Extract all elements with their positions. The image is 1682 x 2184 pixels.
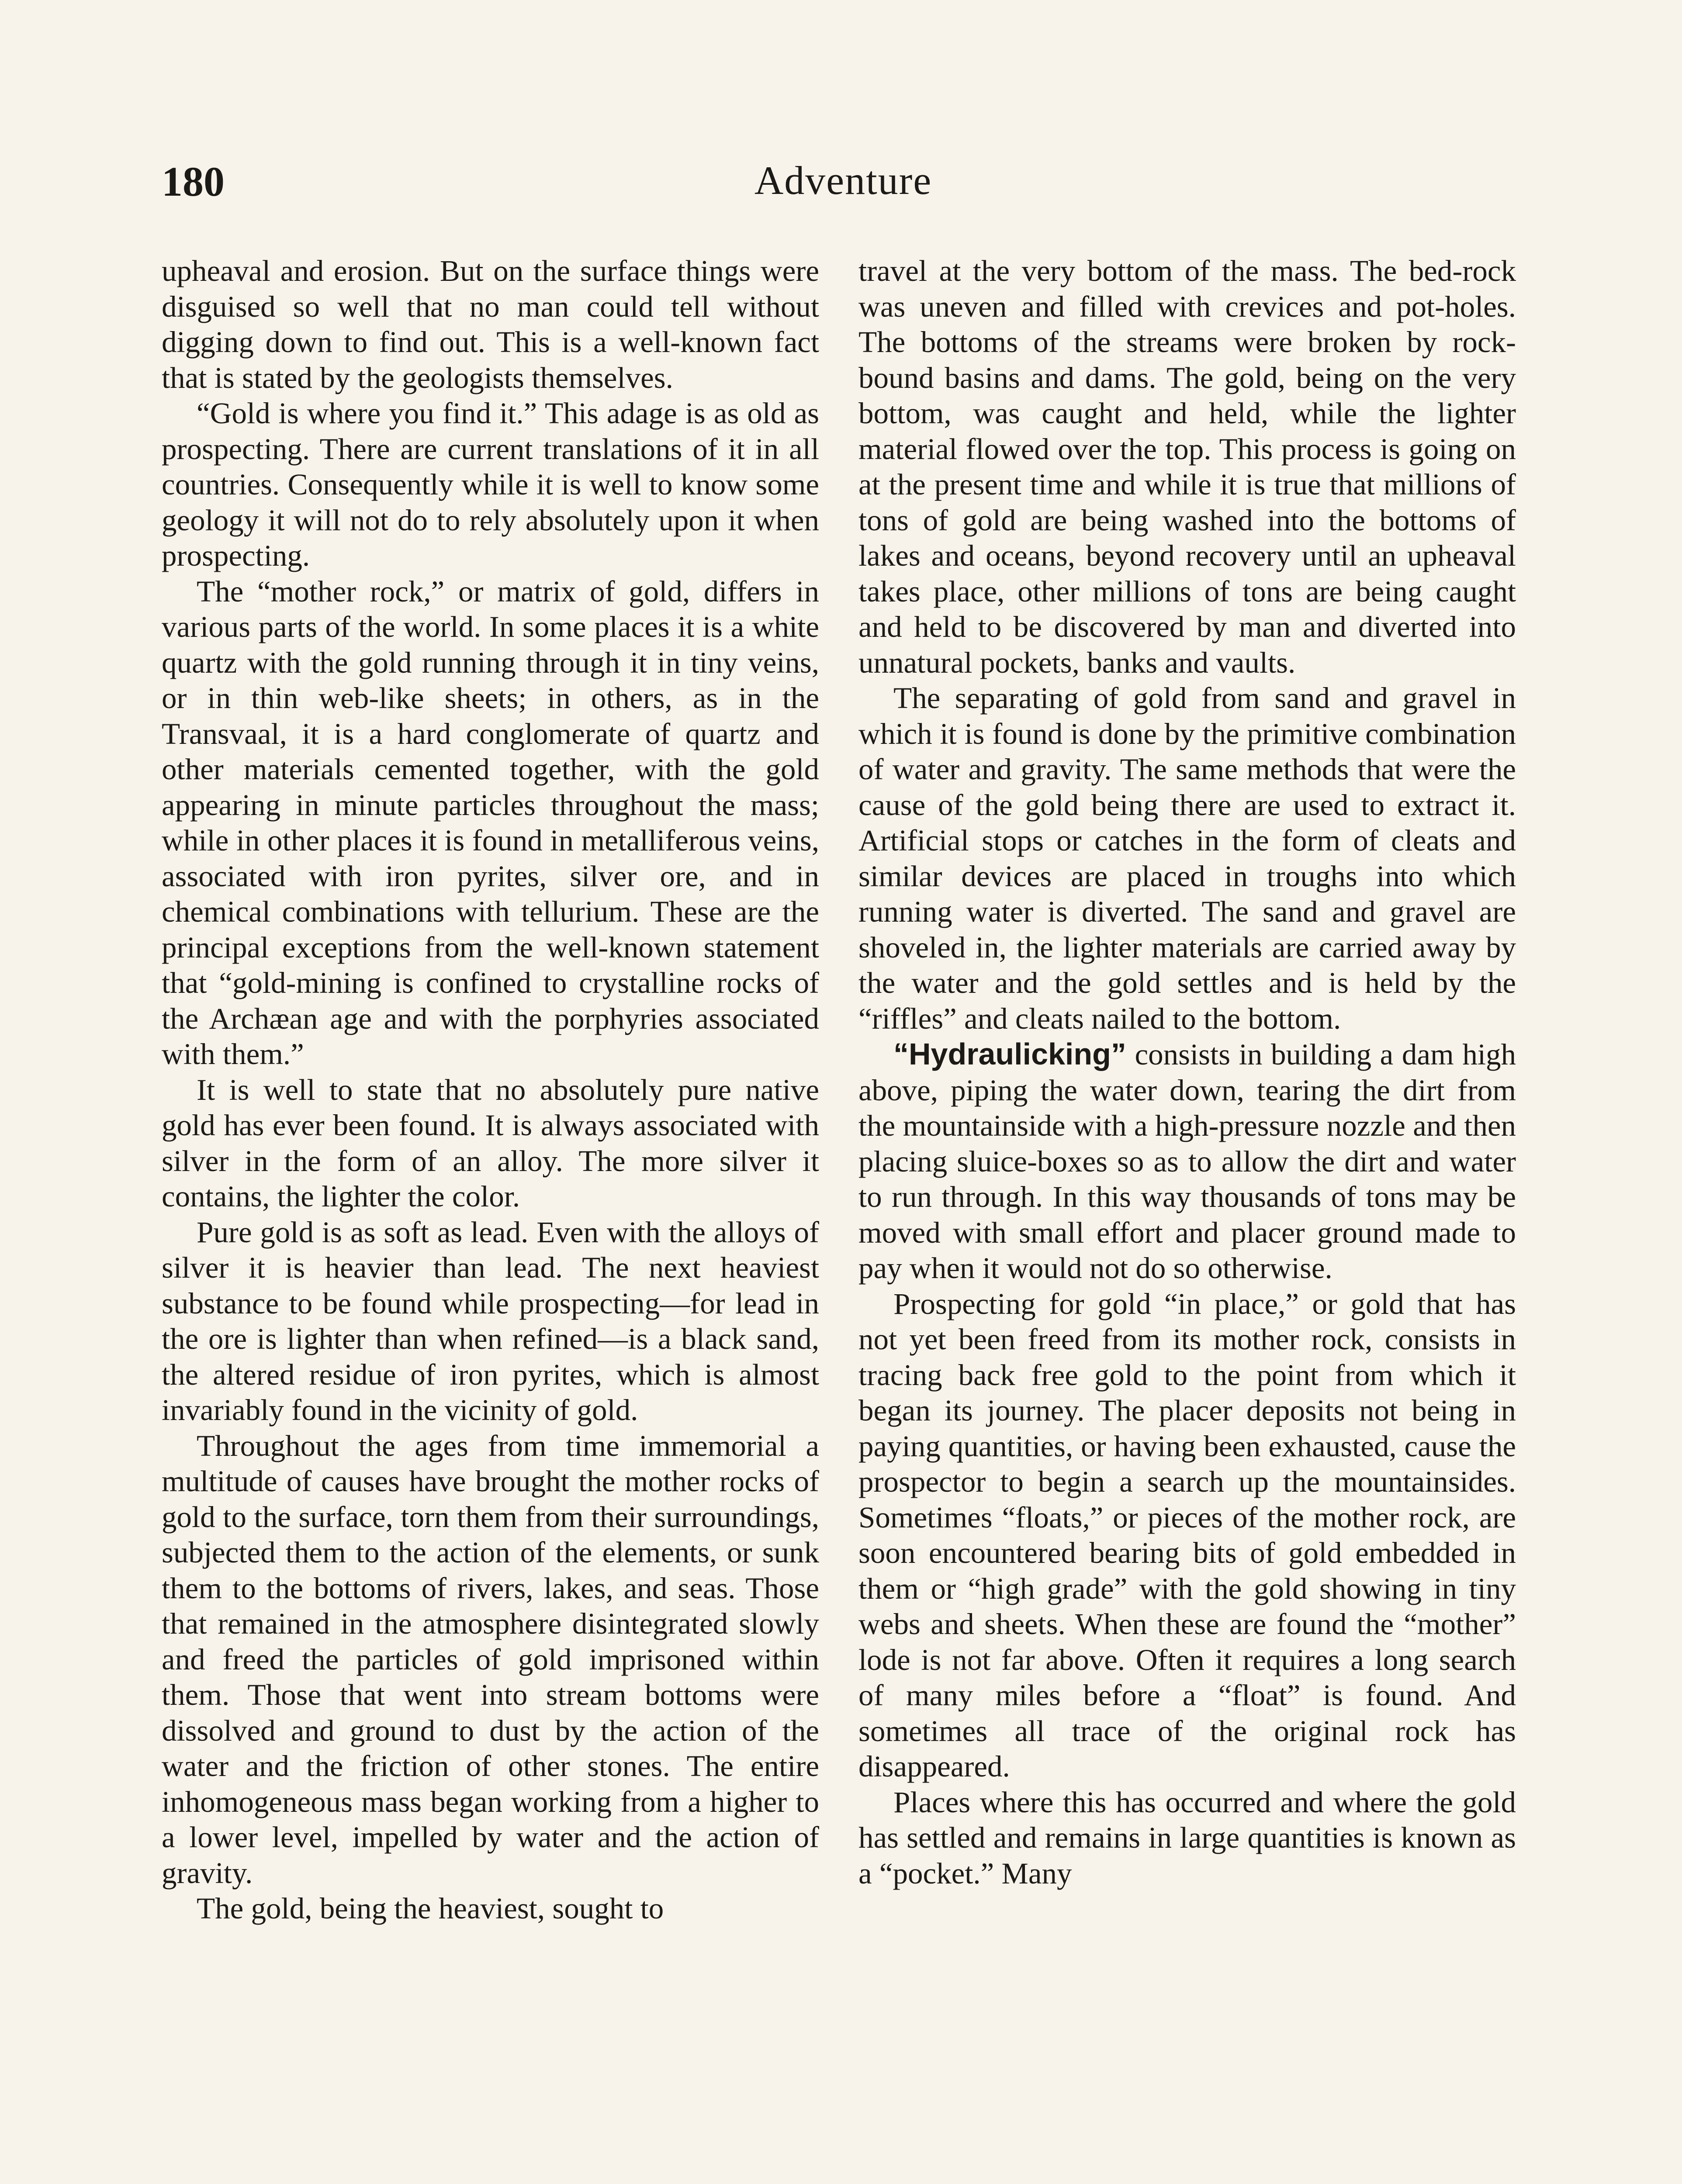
subheading: “Hydraulicking” [893,1037,1126,1071]
paragraph: The separating of gold from sand and gravel in which it is found is done by the primitive combination of water and gravity. The same methods that were the cause of the gold being there are used to extract it. Artificial stops or catches in the form of cleats and similar devices are placed in troughs into which running water is diverted. The sand and gravel are shoveled in, the lighter materials are carried away by the water and the gold settles and is held by the “riffles” and cleats nailed to the bottom. [858,681,1516,1035]
paragraph: travel at the very bottom of the mass. The bed-rock was uneven and filled with crevices and pot-holes. The bottoms of the streams were broken by rock-bound basins and dams. The gold, being on the very bottom, was caught and held, while the lighter material flowed over the top. This process is going on at the present time and while it is true that millions of tons of gold are being washed into the bottoms of lakes and oceans, beyond recovery until an upheaval takes place, other millions of tons are being caught and held to be discovered by man and diverted into unnatural pockets, banks and vaults. [858,254,1516,679]
right-column [858,253,1516,1891]
paragraph: The gold, being the heaviest, sought to [197,1892,664,1925]
paragraph: The “mother rock,” or matrix of gold, differs in various parts of the world. In some places it is a white quartz with the gold running through it in tiny veins, or in thin web-like sheets; in others, as in the Transvaal, it is a hard conglomerate of quartz and other materials cemented together, with the gold appearing in minute particles throughout the mass; while in other places it is found in metalliferous veins, associated with iron pyrites, silver ore, and in chemical combinations with tellurium. These are the principal exceptions from the well-known statement that “gold-mining is confined to crystalline rocks of the Archæan age and with the porphyries associated with them.” [162,574,819,1071]
left-column [162,253,819,1927]
paragraph: Prospecting for gold “in place,” or gold that has not yet been freed from its mother rock, consists in tracing back free gold to the point from which it began its journey. The placer deposits not being in paying quantities, or having been exhausted, cause the prospector to begin a search up the mountainsides. Sometimes “floats,” or pieces of the mother rock, are soon encountered bearing bits of gold embedded in them or “high grade” with the gold showing in tiny webs and sheets. When these are found the “mother” lode is not far above. Often it requires a long search of many miles before a “float” is found. And sometimes all trace of the original rock has disappeared. [858,1287,1516,1783]
paragraph: It is well to state that no absolutely pure native gold has ever been found. It is always associated with silver in the form of an alloy. The more silver it contains, the lighter the color. [162,1073,819,1213]
paragraph: Pure gold is as soft as lead. Even with the alloys of silver it is heavier than lead. The next heaviest substance to be found while prospecting—for lead in the ore is lighter than when refined—is a black sand, the altered residue of iron pyrites, which is almost invariably found in the vicinity of gold. [162,1215,819,1427]
paragraph: Places where this has occurred and where the gold has settled and remains in large quantities is known as a “pocket.” Many [858,1785,1516,1890]
paragraph: upheaval and erosion. But on the surface things were disguised so well that no man could tell without digging down to find out. This is a well-known fact that is stated by the geologists themselves. [162,254,819,394]
page-number: 180 [162,158,225,205]
paragraph: “Gold is where you find it.” This adage is as old as prospecting. There are current translations of it in all countries. Consequently while it is well to know some geology it will not do to rely absolutely upon it when prospecting. [162,397,819,572]
page-header [162,157,1525,218]
running-head: Adventure [754,158,932,203]
paragraph: Throughout the ages from time immemorial a multitude of causes have brought the mother rocks of gold to the surface, torn them from their surroundings, subjected them to the action of the elements, or sunk them to the bottoms of rivers, lakes, and seas. Those that remained in the atmosphere disintegrated slowly and freed the particles of gold imprisoned within them. Those that went into stream bottoms were dissolved and ground to dust by the action of the water and the friction of other stones. The entire inhomogeneous mass began working from a higher to a lower level, impelled by water and the action of gravity. [162,1429,819,1890]
paragraph-text: consists in building a dam high above, piping the water down, tearing the dirt from the mountainside with a high-pressure nozzle and then placing sluice-boxes so as to allow the dirt and water to run through. In this way thousands of tons may be moved with small effort and placer ground made to pay when it would not do so otherwise. [858,1038,1516,1285]
paragraph-hydraulicking [858,1037,1516,1286]
